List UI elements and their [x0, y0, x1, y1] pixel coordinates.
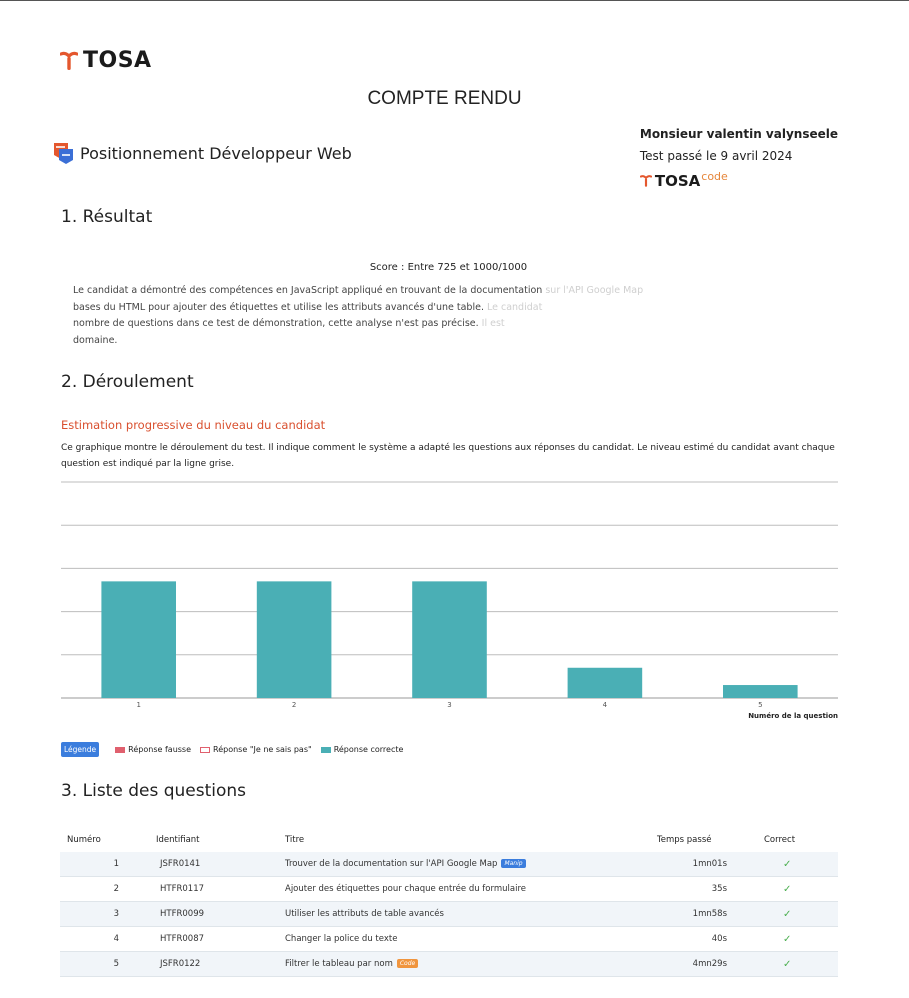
- check-icon: ✓: [783, 883, 792, 895]
- chart-bar: [257, 581, 332, 698]
- row-title: [284, 852, 656, 877]
- row-title: [284, 877, 656, 902]
- tosa-logo-text: TOSA: [83, 48, 152, 73]
- row-id: HTFR0099: [117, 902, 284, 927]
- check-icon: ✓: [783, 958, 792, 970]
- result-text-2: bases du HTML pour ajouter des étiquettes et utilise les attributs avancés d'une table.: [73, 301, 484, 313]
- row-num: 1: [60, 852, 117, 877]
- legend-label-dont-know: Réponse "Je ne sais pas": [213, 745, 312, 754]
- row-num: 5: [60, 952, 117, 977]
- row-title-text: Changer la police du texte: [285, 934, 398, 944]
- row-tag: Code: [397, 959, 418, 968]
- chart-bar: [723, 685, 798, 698]
- row-num: 4: [60, 927, 117, 952]
- legend-item-correct: [321, 745, 404, 754]
- row-title-text: Filtrer le tableau par nom: [285, 959, 393, 969]
- row-title: [284, 927, 656, 952]
- legend-swatch-wrong: [115, 747, 125, 753]
- row-title-text: Utiliser les attributs de table avancés: [285, 909, 444, 919]
- document-title: COMPTE RENDU: [367, 88, 522, 109]
- row-correct: [736, 852, 838, 877]
- tosa-code-logo-suffix: code: [701, 169, 728, 183]
- table-row: [60, 952, 838, 977]
- chart-bar: [568, 668, 643, 698]
- result-text-1-faded: sur l'API Google Map: [542, 285, 644, 296]
- chart-x-tick-label: 4: [602, 701, 608, 709]
- tosa-code-logo-text: TOSA: [654, 172, 701, 190]
- check-icon: ✓: [783, 858, 792, 870]
- progress-description: Ce graphique montre le déroulement du test. Il indique comment le système a adapté les questions aux réponses du candidat. Le niveau estimé du candidat avant chaque question est indiqué par la ligne grise.: [61, 443, 835, 469]
- row-tag: Manip: [501, 859, 525, 868]
- row-id: HTFR0087: [117, 927, 284, 952]
- row-title-text: Ajouter des étiquettes pour chaque entrée du formulaire: [285, 884, 526, 894]
- score-label: Score : Entre 725 et 1000/1000: [369, 262, 528, 273]
- questions-table: [60, 828, 838, 977]
- result-text-4: domaine.: [73, 334, 118, 346]
- table-row: [60, 927, 838, 952]
- legend-title-badge: Légende: [61, 742, 99, 757]
- chart-x-tick-label: 1: [136, 701, 141, 709]
- legend-item-dont-know: [200, 745, 312, 754]
- chart-x-tick-label: 2: [291, 701, 297, 709]
- row-title: [284, 952, 656, 977]
- table-row: [60, 877, 838, 902]
- header-id: Identifiant: [156, 835, 200, 845]
- table-row: [60, 852, 838, 877]
- row-correct: [736, 952, 838, 977]
- result-text-1: Le candidat a démontré des compétences en JavaScript appliqué en trouvant de la documentation: [73, 285, 543, 296]
- legend-label-correct: Réponse correcte: [333, 745, 404, 754]
- chart-x-tick-label: 5: [758, 701, 763, 709]
- header-time: Temps passé: [657, 835, 712, 845]
- row-id: JSFR0141: [117, 852, 284, 877]
- header-title: Titre: [285, 835, 305, 845]
- row-num: 3: [60, 902, 117, 927]
- test-date: Test passé le 9 avril 2024: [639, 149, 793, 163]
- legend-swatch-correct: [321, 747, 331, 753]
- check-icon: ✓: [783, 908, 792, 920]
- result-text-3: nombre de questions dans ce test de démonstration, cette analyse n'est pas précise.: [73, 318, 479, 329]
- legend-label-wrong: Réponse fausse: [128, 745, 192, 754]
- questions-table-header: [60, 828, 838, 852]
- section-questions-heading: 3. Liste des questions: [61, 781, 247, 801]
- header-correct: Correct: [764, 835, 796, 845]
- chart-bar: [412, 581, 487, 698]
- chart-x-axis-label: Numéro de la question: [748, 712, 838, 720]
- row-num: 2: [60, 877, 117, 902]
- row-correct: [736, 877, 838, 902]
- candidate-name: Monsieur valentin valynseele: [639, 127, 838, 141]
- row-time: 1mn58s: [656, 902, 736, 927]
- row-correct: [736, 927, 838, 952]
- row-title-text: Trouver de la documentation sur l'API Google Map: [285, 859, 498, 869]
- header-num: Numéro: [67, 835, 101, 845]
- legend-item-wrong: [115, 745, 191, 754]
- row-id: HTFR0117: [117, 877, 284, 902]
- table-row: [60, 902, 838, 927]
- row-time: 40s: [656, 927, 736, 952]
- row-id: JSFR0122: [117, 952, 284, 977]
- test-name-label: Positionnement Développeur Web: [80, 143, 352, 163]
- legend-swatch-dont-know: [200, 747, 210, 753]
- row-time: 35s: [656, 877, 736, 902]
- check-icon: ✓: [783, 933, 792, 945]
- chart-bar: [101, 581, 176, 698]
- chart-x-tick-label: 3: [447, 701, 452, 709]
- section-result-heading: 1. Résultat: [61, 207, 153, 227]
- row-correct: [736, 902, 838, 927]
- result-text-2-faded: Le candidat: [483, 301, 543, 313]
- chart-legend: [61, 742, 412, 757]
- result-text-3-faded: Il est: [478, 318, 505, 329]
- row-time: 1mn01s: [656, 852, 736, 877]
- row-time: 4mn29s: [656, 952, 736, 977]
- section-progress-heading: 2. Déroulement: [61, 372, 194, 392]
- row-title: [284, 902, 656, 927]
- progress-subtitle: Estimation progressive du niveau du candidat: [61, 418, 326, 432]
